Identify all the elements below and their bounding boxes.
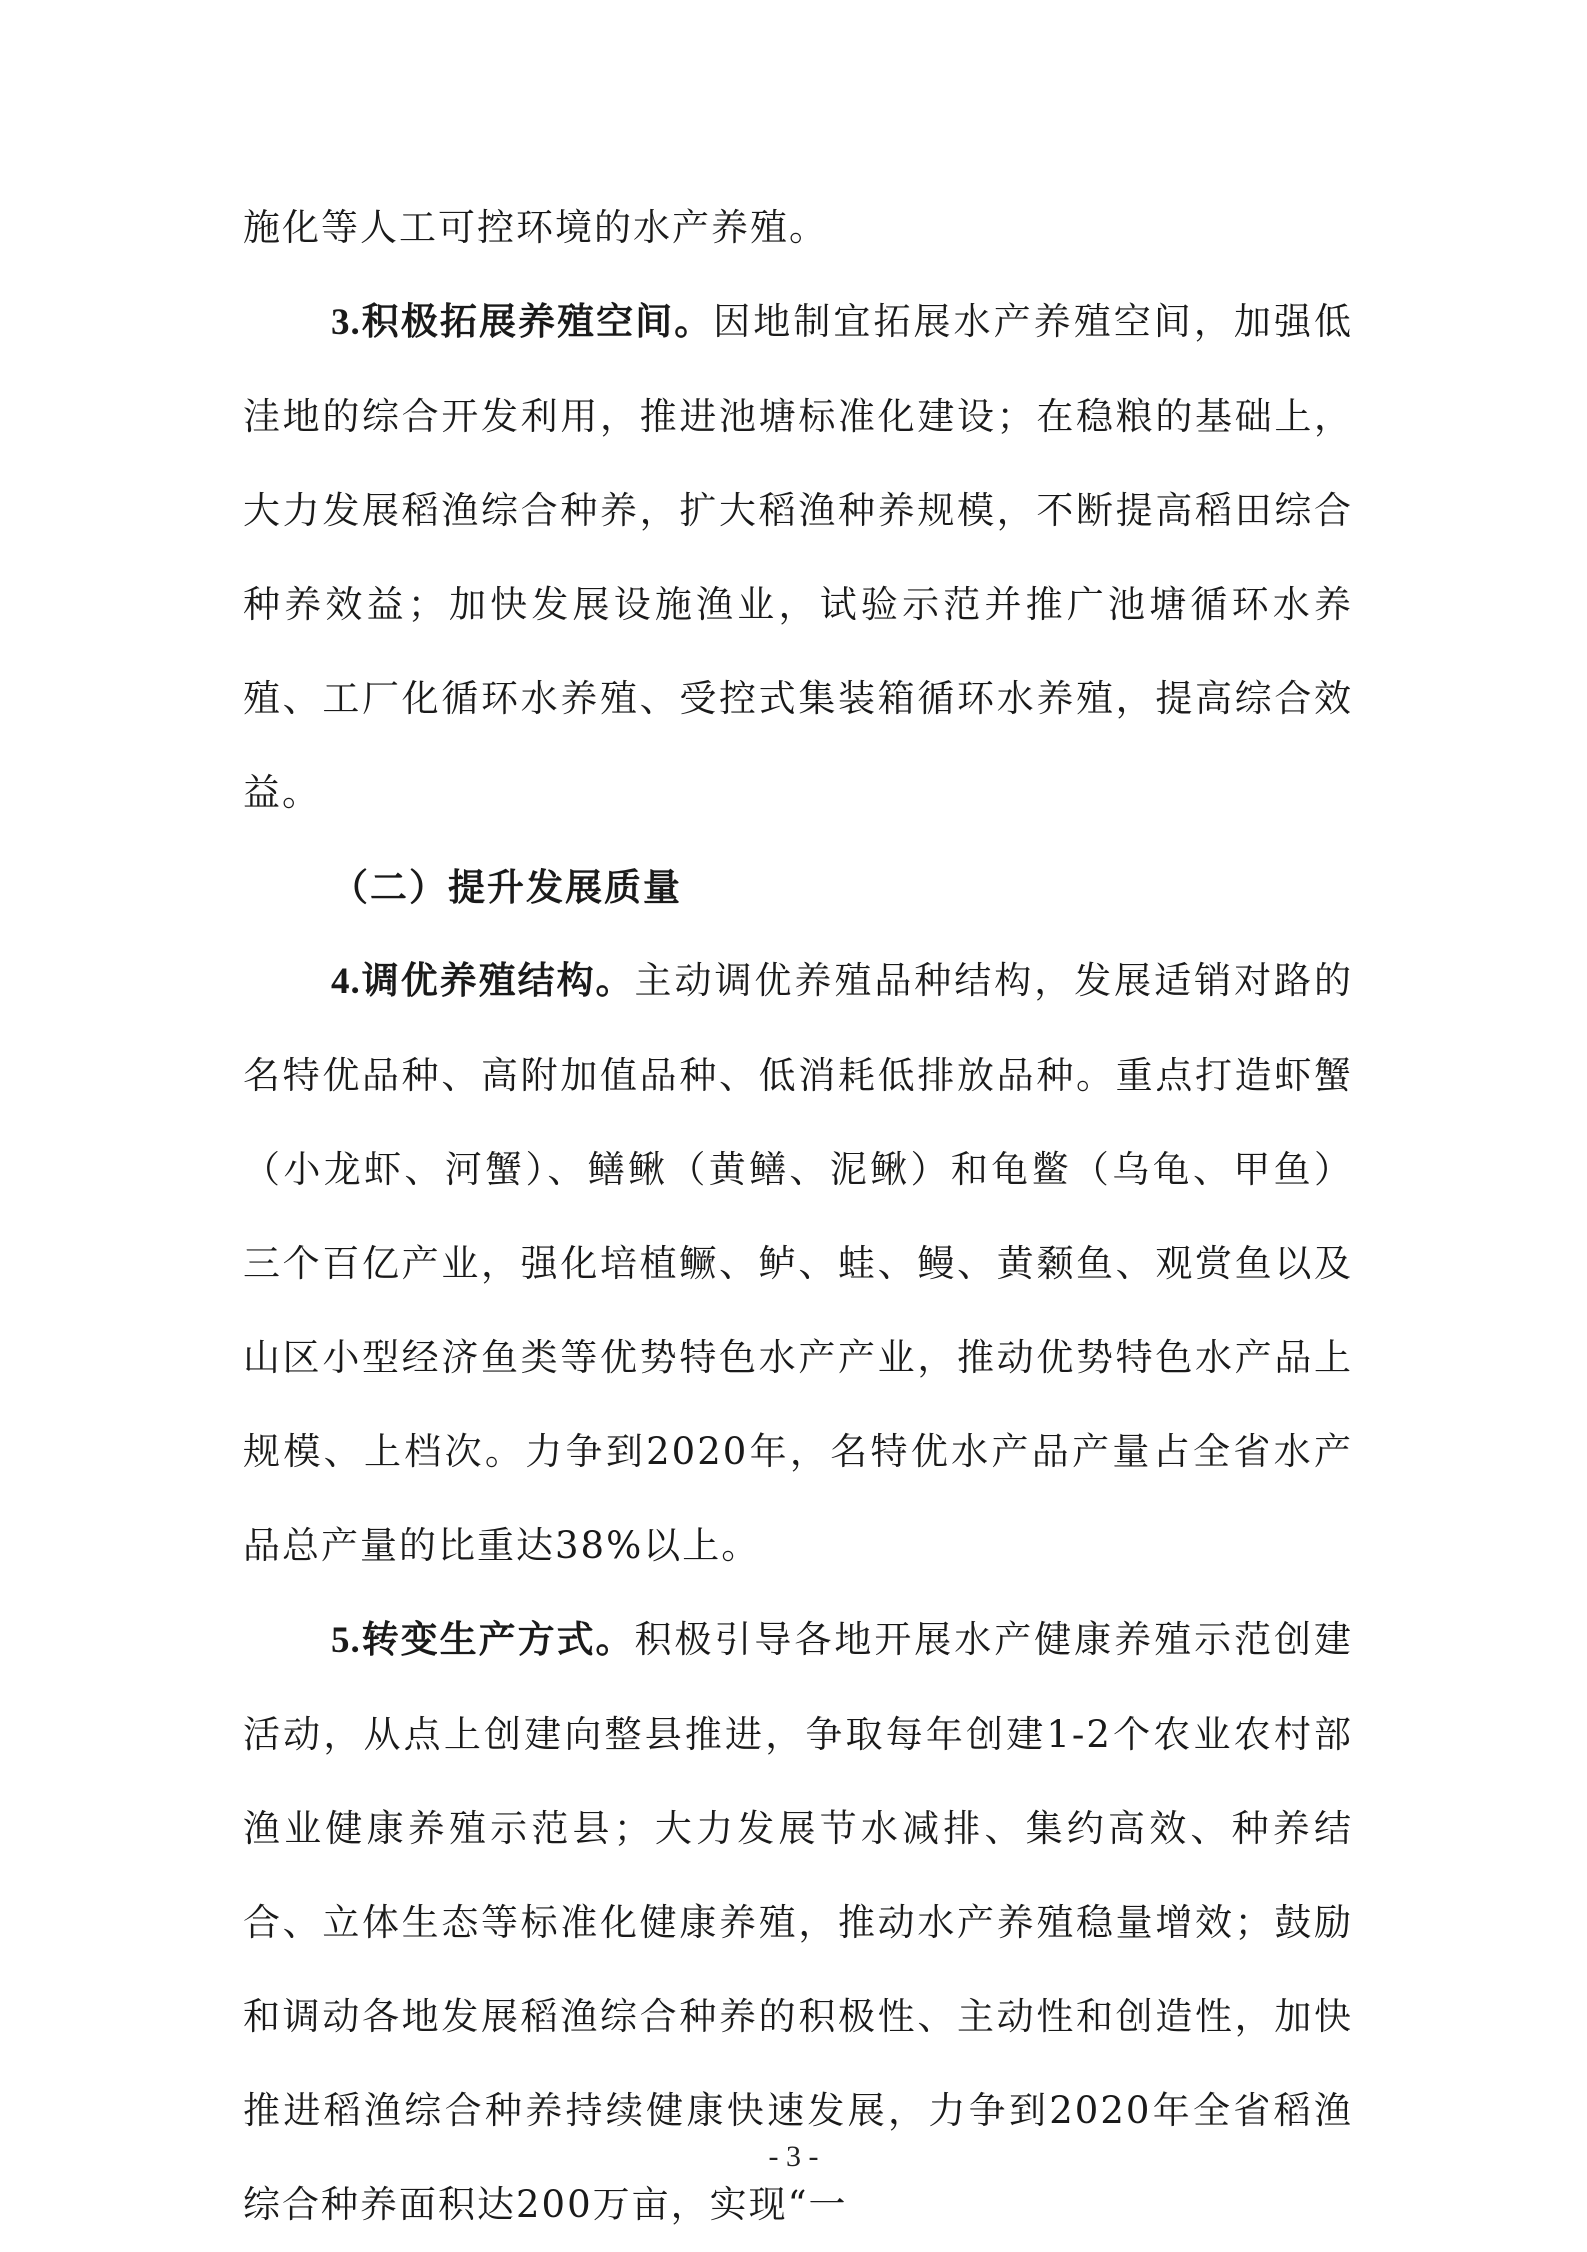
body-text bbox=[243, 181, 1353, 2252]
paragraph-expand-space bbox=[243, 275, 1353, 840]
paragraph-text: 施化等人工可控环境的水产养殖。 bbox=[243, 206, 828, 249]
paragraph-text: 因地制宜拓展水产养殖空间，加强低洼地的综合开发利用，推进池塘标准化建设；在稳粮的基础上，大力发展稻渔综合种养，扩大稻渔种养规模，不断提高稻田综合种养效益；加快发展设施渔业，试验示范并推广池塘循环水养殖、工厂化循环水养殖、受控式集装箱循环水养殖，提高综合效益。 bbox=[243, 300, 1353, 814]
paragraph-lead: 5.转变生产方式。 bbox=[331, 1620, 635, 1661]
paragraph-lead: 3.积极拓展养殖空间。 bbox=[331, 302, 714, 343]
paragraph-text: 积极引导各地开展水产健康养殖示范创建活动，从点上创建向整县推进，争取每年创建1-2个农业农村部渔业健康养殖示范县；大力发展节水减排、集约高效、种养结合、立体生态等标准化健康养殖，推动水产养殖稳量增效；鼓励和调动各地发展稻渔综合种养的积极性、主动性和创造性，加快推进稻渔综合种养持续健康快速发展，力争到2020年全省稻渔综合种养面积达200万亩，实现“一 bbox=[243, 1618, 1354, 2226]
paragraph-optimize-structure bbox=[243, 934, 1353, 1593]
paragraph-lead: 4.调优养殖结构。 bbox=[331, 961, 635, 1002]
page-number: - 3 - bbox=[768, 2140, 819, 2173]
paragraph-continuation bbox=[243, 181, 1353, 275]
section-heading: （二）提升发展质量 bbox=[331, 865, 682, 909]
paragraph-text: 主动调优养殖品种结构，发展适销对路的名特优品种、高附加值品种、低消耗低排放品种。重点打造虾蟹（小龙虾、河蟹）、鳝鳅（黄鳝、泥鳅）和龟鳖（乌龟、甲鱼）三个百亿产业，强化培植鳜、鲈、蛙、鳗、黄颡鱼、观赏鱼以及山区小型经济鱼类等优势特色水产产业，推动优势特色水产品上规模、上档次。力争到2020年，名特优水产品产量占全省水产品总产量的比重达38%以上。 bbox=[243, 959, 1354, 1567]
